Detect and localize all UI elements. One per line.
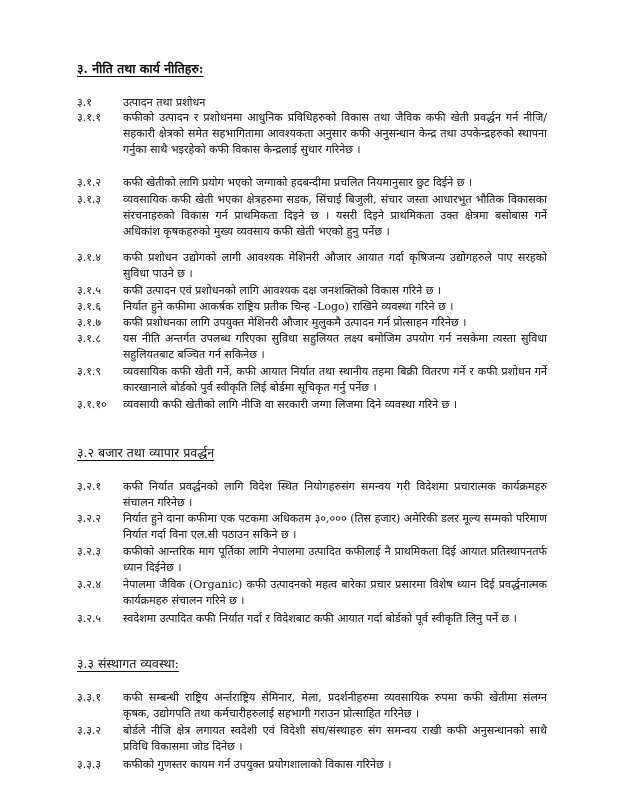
item-number: ३.२.५ (77, 612, 102, 625)
list-item (77, 723, 547, 755)
item-number: ३.२.१ (77, 480, 102, 493)
item-text: व्यवसायिक कफी खेती गर्ने, कफी आयात निर्यात तथा स्थानीय तहमा बिक्री वितरण गर्ने र कफी प्रशोधन गर्ने कारखानाले बोर्डको पुर्व स्वीकृति लिई बोर्डमा सूचिकृत गर्नु पर्नेछ । (123, 365, 547, 394)
item-text: कफीको उत्पादन र प्रशोधनमा आधुनिक प्रविधिहरुको विकास तथा जैविक कफी खेती प्रवर्द्धन गर्न नीजि/सहकारी क्षेत्रको समेत सहभागितामा आवश्यकता अनुसार कफी अनुसन्धान केन्द्र तथा उपकेन्द्रहरुको स्थापना गर्नुका साथै भइरहेको कफी विकास केन्द्रलाई सुधार गरिनेछ । (123, 111, 547, 156)
item-text: व्यवसायिक कफी खेती भएका क्षेत्रहरुमा सडक, सिंचाई बिजुली, संचार जस्ता आधारभुत भौतिक विकासका संरचनाहरुको विकास गर्न प्राथमिकता दिइने छ । यसरी दिइने प्राथमिकता उक्त क्षेत्रमा बसोबास गर्ने अधिकांश कृषकहरुको मुख्य व्यवसाय कफी खेती भएको हुनु पर्नेछ । (123, 193, 547, 238)
list-item (77, 577, 547, 609)
subsection-heading-market: ३.२ बजार तथा व्यापार प्रवर्द्धन (77, 445, 215, 460)
item-number: ३.१.२ (77, 176, 102, 189)
subsection-number: ३.१ (77, 96, 92, 109)
item-text: बोर्डले नीजि क्षेत्र लगायत स्वदेशी एवं विदेशी संघ/संस्थाहरु संग समन्वय राखी कफी अनुसन्धानको साथै प्रविधि विकासमा जोड दिनेछ । (123, 724, 547, 753)
item-text: कफीको आन्तरिक माग पूर्तिका लागि नेपालमा उत्पादित कफीलाई नै प्राथमिकता दिई आयात प्रतिस्थापनतर्फ ध्यान दिईनेछ । (123, 545, 547, 574)
item-text: कफी निर्यात प्रवर्द्धनको लागि विदेश स्थित नियोगहरुसंग समन्वय गरी विदेशमा प्रचारात्मक कार्यक्रमहरु संचालन गरिनेछ । (123, 480, 547, 509)
item-number: ३.३.२ (77, 724, 102, 737)
list-item (77, 331, 547, 363)
list-item (77, 175, 547, 191)
item-text: कफीको गुणस्तर कायम गर्न उपयुक्त प्रयोगशालाको विकास गरिनेछ । (123, 758, 392, 771)
list-item (77, 511, 547, 543)
item-number: ३.३.३ (77, 758, 102, 771)
item-text: निर्यात हुने कफीमा आकर्षक राष्ट्रिय प्रतीक चिन्ह -Logo) राखिने व्यवस्था गरिने छ । (123, 300, 454, 313)
item-number: ३.१.८ (77, 332, 102, 345)
item-number: ३.१.६ (77, 300, 102, 313)
item-number: ३.२.२ (77, 512, 102, 525)
item-text: व्यवसायी कफी खेतीको लागि नीजि वा सरकारी जग्गा लिजमा दिने व्यवस्था गरिने छ । (123, 398, 457, 411)
subsection-heading-institutional: ३.३ संस्थागत व्यवस्था: (77, 656, 179, 671)
list-item (77, 690, 547, 722)
item-text: स्वदेशमा उत्पादित कफी निर्यात गर्दा र विदेशबाट कफी आयात गर्दा बोर्डको पूर्व स्वीकृति लिनु पर्ने छ । (123, 612, 517, 625)
item-number: ३.१.३ (77, 193, 102, 206)
item-text: कफी सम्बन्धी राष्ट्रिय अर्न्तराष्ट्रिय सेमिनार, मेला, प्रदर्शनीहरुमा व्यवसायिक रुपमा कफी खेतीमा संलग्न कृषक, उद्योगपति तथा कर्मचारीहरुलाई सहभागी गराउन प्रोत्साहित गरिनेछ । (123, 691, 547, 720)
item-number: ३.२.४ (77, 578, 102, 591)
list-item (77, 315, 547, 331)
list-item (77, 110, 547, 158)
item-text: निर्यात हुने दाना कफीमा एक पटकमा अधिकतम ३०,००० (तिस हजार) अमेरिकी डलर मूल्य सम्मको परिमाण निर्यात गर्दा विना एल.सी पठाउन सकिने छ । (123, 512, 547, 541)
list-item (77, 299, 547, 315)
item-text: कफी प्रशोधन उद्योगको लागी आवश्यक मेशिनरी औजार आयात गर्दा कृषिजन्य उद्योगहरुले पाए सरहको सुविधा पाउने छ । (123, 251, 547, 280)
item-number: ३.२.३ (77, 545, 102, 558)
item-text: कफी उत्पादन एवं प्रशोधनको लागि आवश्यक दक्ष जनशक्तिको विकास गरिने छ । (123, 284, 442, 297)
subsection-title: उत्पादन तथा प्रशोधन (123, 96, 206, 109)
item-text: कफी खेतीको लागि प्रयोग भएको जग्गाको हदबन्दीमा प्रचलित नियमानुसार छुट दिईने छ । (123, 176, 473, 189)
item-text: कफी प्रशोधनका लागि उपयुक्त मेशिनरी औजार मुलुकमै उत्पादन गर्न प्रोत्साहन गरिनेछ । (123, 316, 467, 329)
list-item (77, 192, 547, 240)
item-number: ३.१.१ (77, 111, 102, 124)
item-text: यस नीति अन्तर्गत उपलब्ध गरिएका सुविधा सहुलियत लक्ष्य बमोजिम उपयोग गर्न नसकेमा त्यस्ता सुविधा सहुलियतबाट बञ्चित गर्न सकिनेछ । (123, 332, 547, 361)
list-item (77, 283, 547, 299)
section-heading: ३. नीति तथा कार्य नीतिहरु: (77, 61, 204, 76)
list-item (77, 544, 547, 576)
subsection-title-row (77, 95, 547, 111)
item-text: नेपालमा जैविक (Organic) कफी उत्पादनको महत्व बारेका प्रचार प्रसारमा विशेष ध्यान दिई प्रवर्द्धनात्मक कार्यक्रमहरु संचालन गरिने छ । (123, 578, 547, 607)
item-number: ३.३.१ (77, 691, 102, 704)
list-item (77, 611, 547, 627)
item-number: ३.१.१० (77, 398, 107, 411)
item-number: ३.१.७ (77, 316, 102, 329)
item-number: ३.१.५ (77, 284, 102, 297)
item-number: ३.१.४ (77, 251, 102, 264)
list-item (77, 364, 547, 396)
list-item (77, 250, 547, 282)
list-item (77, 757, 547, 773)
list-item (77, 397, 547, 413)
list-item (77, 479, 547, 511)
item-number: ३.१.९ (77, 365, 102, 378)
